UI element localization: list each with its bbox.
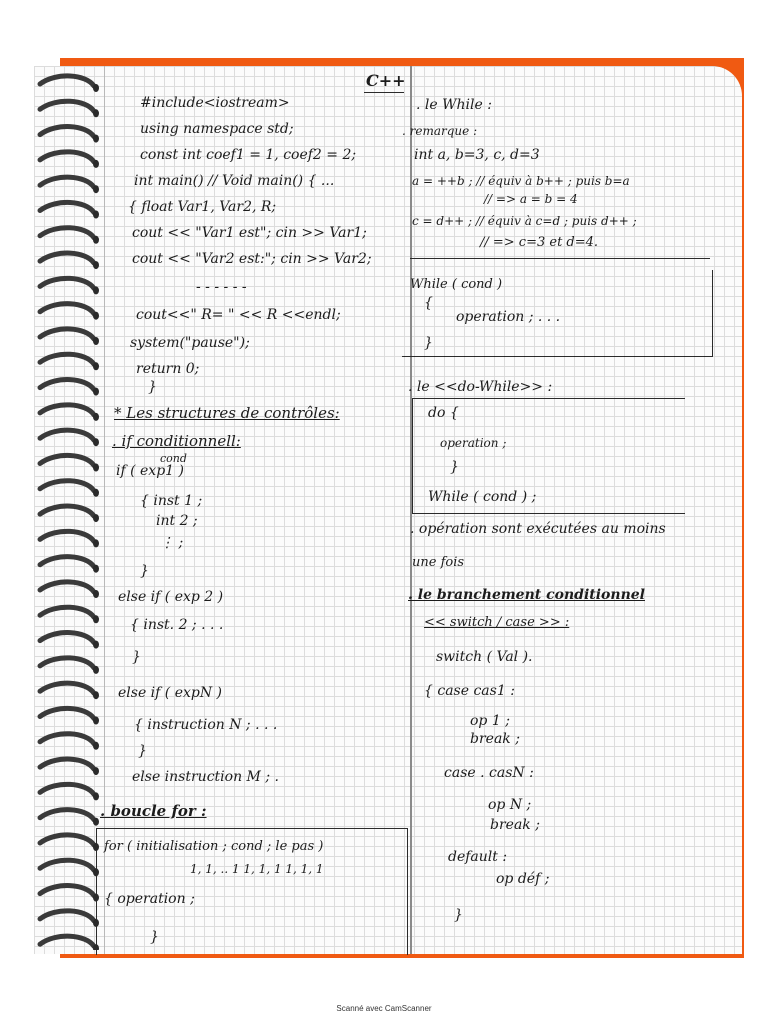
spiral-ring [40,354,94,364]
code-line: While ( cond ) [410,277,503,292]
binding-hole [93,160,99,168]
section-heading: * Les structures de contrôles: [114,404,340,422]
code-line: c = d++ ; // équiv à c=d ; puis d++ ; [412,214,637,228]
spiral-ring [40,228,94,238]
spiral-ring [40,784,94,794]
code-line: } [138,743,147,759]
binding-hole [93,211,99,219]
scanner-footer: Scanné avec CamScanner [336,1004,432,1013]
binding-hole [93,590,99,598]
code-line: int main() // Void main() { ... [134,173,335,189]
spiral-ring [40,481,94,491]
code-line: if ( exp1 ) [116,463,184,479]
code-line: While ( cond ) ; [428,489,537,505]
binding-hole [93,413,99,421]
code-annotation: 1, 1, .. 1 1, 1, 1 1, 1, 1 [190,862,324,876]
code-line: { instruction N ; . . . [134,717,278,733]
code-line: operation ; . . . [456,309,561,325]
binding-hole [93,185,99,193]
code-line: } [454,907,463,923]
code-line: return 0; [136,361,200,377]
spiral-ring [40,430,94,440]
separator-line [410,258,710,259]
code-line: } [132,649,141,665]
code-line: { float Var1, Var2, R; [128,199,277,215]
code-line: using namespace std; [140,121,294,137]
note-text: une fois [412,555,465,570]
section-heading: . le While : [416,97,492,113]
spiral-ring [40,759,94,769]
binding-hole [93,261,99,269]
spiral-ring [40,810,94,820]
binding-hole [93,312,99,320]
spiral-binding-icon [34,70,106,950]
code-line: } [150,929,159,945]
spiral-ring [40,177,94,187]
remark-label: . remarque : [402,124,478,138]
code-line: ⋮ ; [160,535,184,551]
code-line: int a, b=3, c, d=3 [414,147,540,163]
code-line: break ; [490,817,540,833]
spiral-ring [40,127,94,137]
code-line: cout<<" R= " << R <<endl; [136,307,341,323]
note-text: . opération sont exécutées au moins [410,521,666,537]
spiral-ring [40,911,94,921]
binding-hole [93,691,99,699]
code-line: op déf ; [496,871,550,887]
spiral-ring [40,76,94,86]
code-line: else if ( expN ) [118,685,223,701]
code-line: operation ; [440,436,507,450]
spiral-ring [40,683,94,693]
binding-hole [93,464,99,472]
spiral-ring [40,278,94,288]
code-line: op 1 ; [470,713,510,729]
spiral-ring [40,708,94,718]
code-line: #include<iostream> [140,95,290,111]
code-line: { case cas1 : [424,683,515,699]
code-line: else if ( exp 2 ) [118,589,224,605]
binding-hole [93,337,99,345]
binding-hole [93,388,99,396]
code-line: } [140,563,149,579]
section-heading: << switch / case >> : [424,615,570,630]
code-annotation: cond [160,452,187,465]
binding-hole [93,236,99,244]
spiral-ring [40,734,94,744]
binding-hole [93,792,99,800]
code-line: default : [448,849,508,865]
code-line: switch ( Val ). [436,649,533,665]
code-line: { operation ; [104,891,195,907]
binding-hole [93,84,99,92]
spiral-ring [40,253,94,263]
section-heading: . le <<do-While>> : [408,379,553,395]
spiral-ring [40,329,94,339]
spiral-ring [40,936,94,946]
binding-hole [93,818,99,826]
code-line: op N ; [488,797,532,813]
binding-hole [93,109,99,117]
binding-hole [93,362,99,370]
code-line: for ( initialisation ; cond ; le pas ) [104,839,324,854]
binding-hole [93,742,99,750]
code-line: do { [428,405,459,421]
page-title: C++ [366,71,406,90]
binding-hole [93,641,99,649]
code-line: cout << "Var2 est:"; cin >> Var2; [132,251,372,267]
spiral-ring [40,506,94,516]
binding-hole [93,565,99,573]
title-underline [364,92,404,93]
code-line: } [424,335,433,351]
section-heading: . boucle for : [100,802,207,820]
code-line: } [450,459,459,475]
spiral-ring [40,886,94,896]
binding-hole [93,514,99,522]
code-line: { [424,295,433,311]
code-line: // => a = b = 4 [484,192,578,206]
code-line: - - - - - - [196,279,247,295]
code-line: case . casN : [444,765,534,781]
binding-hole [93,286,99,294]
spiral-ring [40,557,94,567]
section-heading: . if conditionnell: [112,432,241,450]
code-line: { inst 1 ; [140,493,203,509]
binding-hole [93,717,99,725]
spiral-ring [40,835,94,845]
binding-hole [93,438,99,446]
spiral-ring [40,405,94,415]
binding-hole [93,539,99,547]
spiral-ring [40,101,94,111]
code-line: cout << "Var1 est"; cin >> Var1; [132,225,367,241]
code-line: break ; [470,731,520,747]
code-line: int 2 ; [156,513,198,529]
spiral-ring [40,658,94,668]
code-line: } [148,379,157,395]
code-line: system("pause"); [130,335,250,351]
spiral-ring [40,380,94,390]
spiral-ring [40,582,94,592]
binding-hole [93,135,99,143]
code-line: { inst. 2 ; . . . [130,617,224,633]
spiral-ring [40,455,94,465]
spiral-ring [40,304,94,314]
binding-hole [93,666,99,674]
section-heading: . le branchement conditionnel [408,587,645,603]
spiral-ring [40,152,94,162]
code-line: const int coef1 = 1, coef2 = 2; [140,147,357,163]
binding-hole [93,615,99,623]
code-line: a = ++b ; // équiv à b++ ; puis b=a [412,174,630,188]
spiral-ring [40,607,94,617]
spiral-ring [40,633,94,643]
binding-hole [93,767,99,775]
spiral-ring [40,531,94,541]
code-line: // => c=3 et d=4. [480,235,599,250]
binding-hole [93,489,99,497]
spiral-ring [40,860,94,870]
spiral-ring [40,202,94,212]
code-line: else instruction M ; . [132,769,279,785]
